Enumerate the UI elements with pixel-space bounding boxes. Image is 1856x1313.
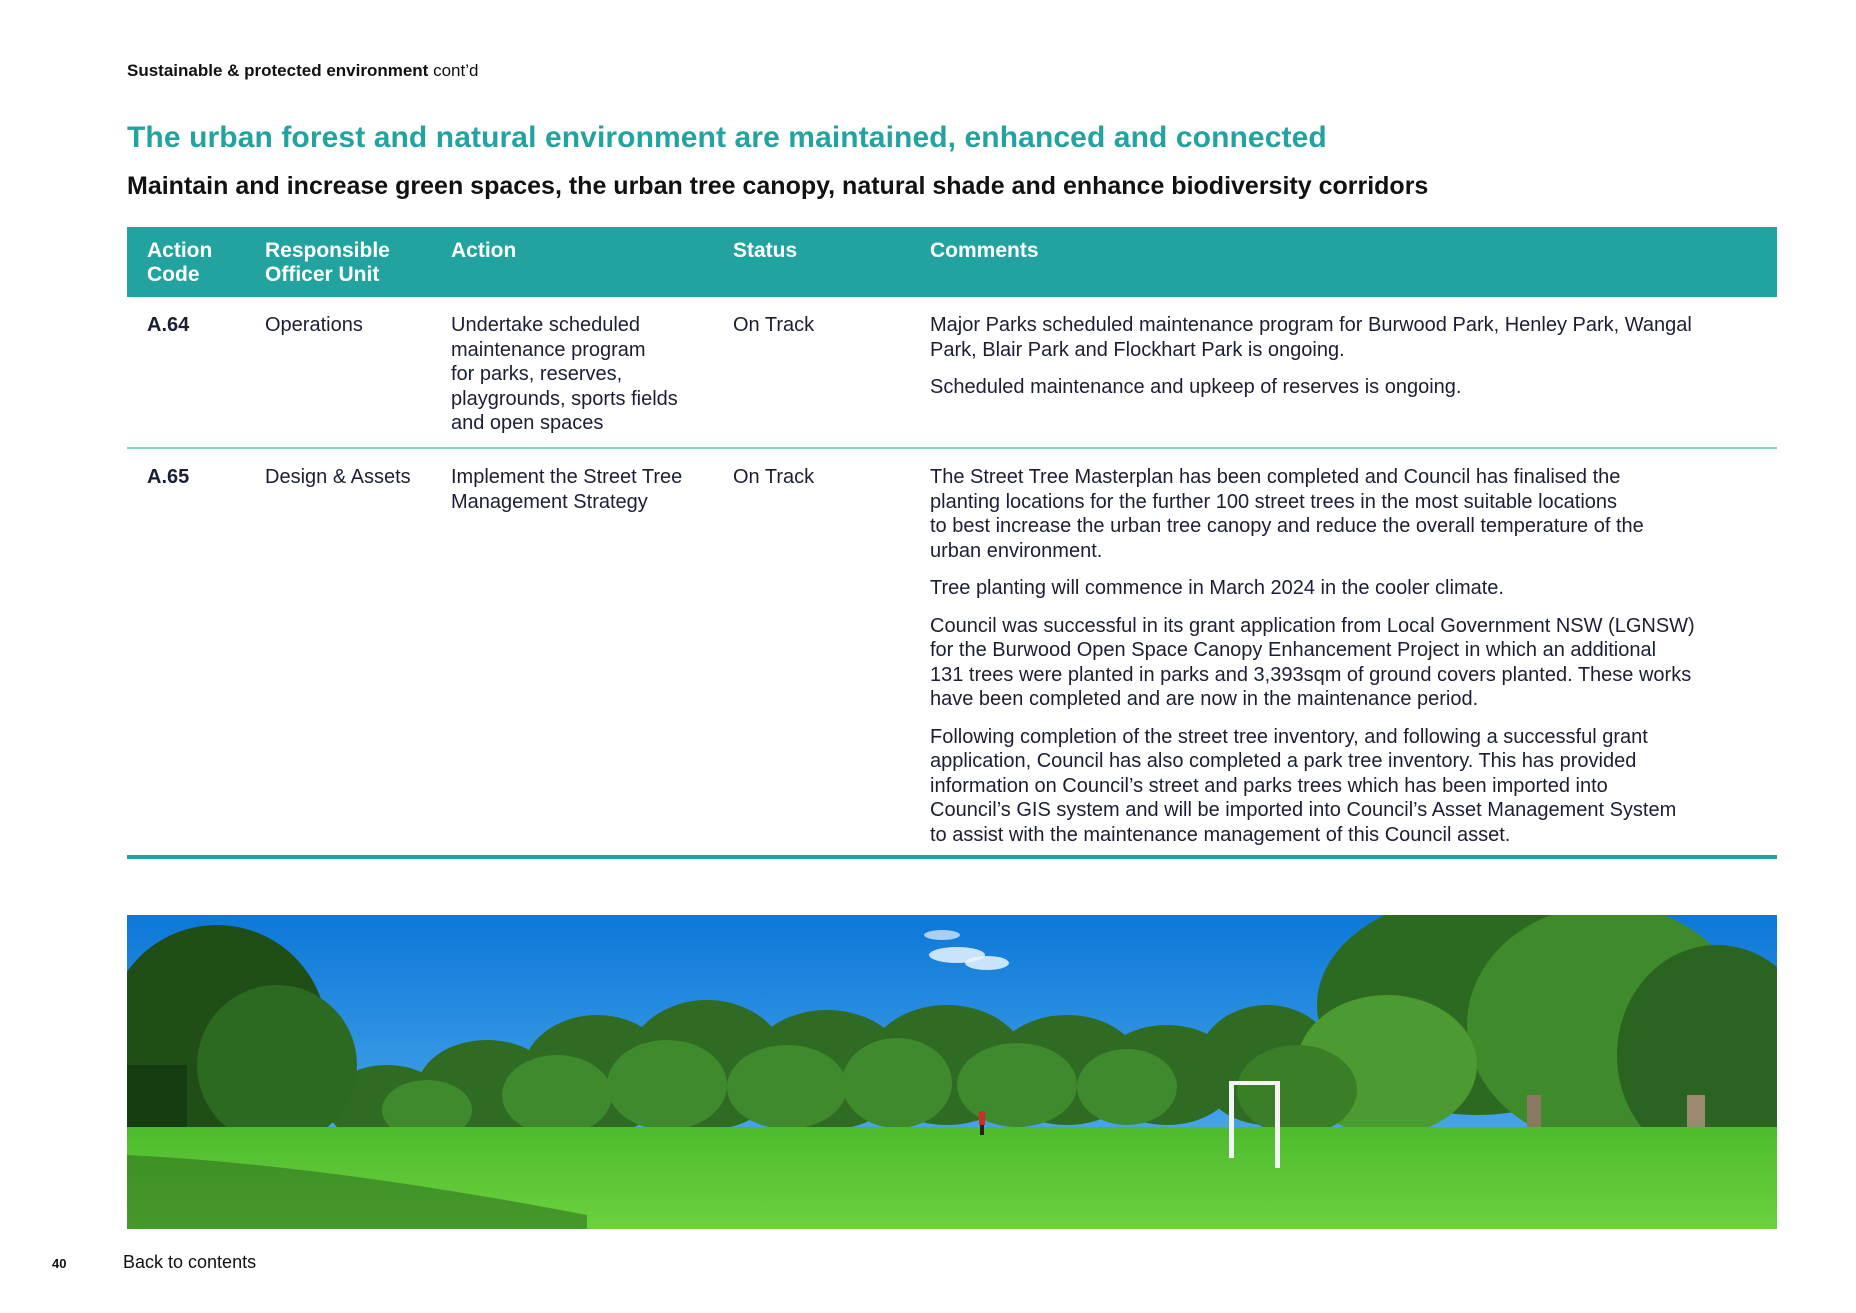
actions-table bbox=[127, 227, 1777, 859]
status-text: On Track bbox=[733, 466, 815, 488]
section-label-bold: Sustainable & protected environment bbox=[127, 61, 429, 80]
comments-text: Major Parks scheduled maintenance program for Burwood Park, Henley Park, Wangal Park, Blair Park and Flockhart Park is ongoing. Scheduled maintenance and upkeep of reserves is ongoing. bbox=[930, 314, 1692, 398]
park-illustration bbox=[127, 915, 1777, 1229]
comments-text: The Street Tree Masterplan has been completed and Council has finalised the planting locations for the further 100 street trees in the most suitable locations to best increase the urban tree canopy and reduce the overall temperature of the urban environment. Tree planting will commence in March 2024 in the cooler climate. Council was successful in its grant application from Local Government NSW (LGNSW) for the Burwood Open Space Canopy Enhancement Project in which an additional 131 trees were planted in parks and 3,393sqm of ground covers planted. These works have been completed and are now in the maintenance period. Following completion of the street tree inventory, and following a successful grant application, Council has also completed a park tree inventory. This has provided information on Council’s street and parks trees which has been imported into Council’s GIS system and will be imported into Council’s Asset Management System to assist with the maintenance management of this Council asset. bbox=[930, 466, 1695, 846]
action-text: Implement the Street Tree Management Strategy bbox=[451, 466, 683, 513]
table-row bbox=[127, 297, 1777, 449]
park-photo bbox=[127, 915, 1777, 1229]
page-title: The urban forest and natural environment are maintained, enhanced and connected bbox=[127, 121, 1327, 154]
officer-unit: Operations bbox=[265, 314, 363, 336]
header-comments: Comments bbox=[930, 239, 1039, 262]
status-text: On Track bbox=[733, 314, 815, 336]
header-action-code: Action Code bbox=[147, 239, 213, 286]
header-responsible-unit: Responsible Officer Unit bbox=[265, 239, 390, 286]
action-text: Undertake scheduled maintenance program for parks, reserves, playgrounds, sports fields and open spaces bbox=[451, 314, 678, 434]
officer-unit: Design & Assets bbox=[265, 466, 411, 488]
table-header bbox=[127, 227, 1777, 297]
section-label-suffix: cont’d bbox=[433, 61, 479, 80]
action-code: A.64 bbox=[147, 314, 190, 336]
header-action: Action bbox=[451, 239, 517, 262]
page-subtitle: Maintain and increase green spaces, the urban tree canopy, natural shade and enhance biodiversity corridors bbox=[127, 172, 1429, 200]
section-label bbox=[127, 61, 478, 81]
action-code: A.65 bbox=[147, 466, 190, 488]
page-number: 40 bbox=[52, 1256, 67, 1271]
table-row bbox=[127, 449, 1777, 859]
header-status: Status bbox=[733, 239, 798, 262]
back-to-contents-link[interactable]: Back to contents bbox=[123, 1252, 257, 1272]
